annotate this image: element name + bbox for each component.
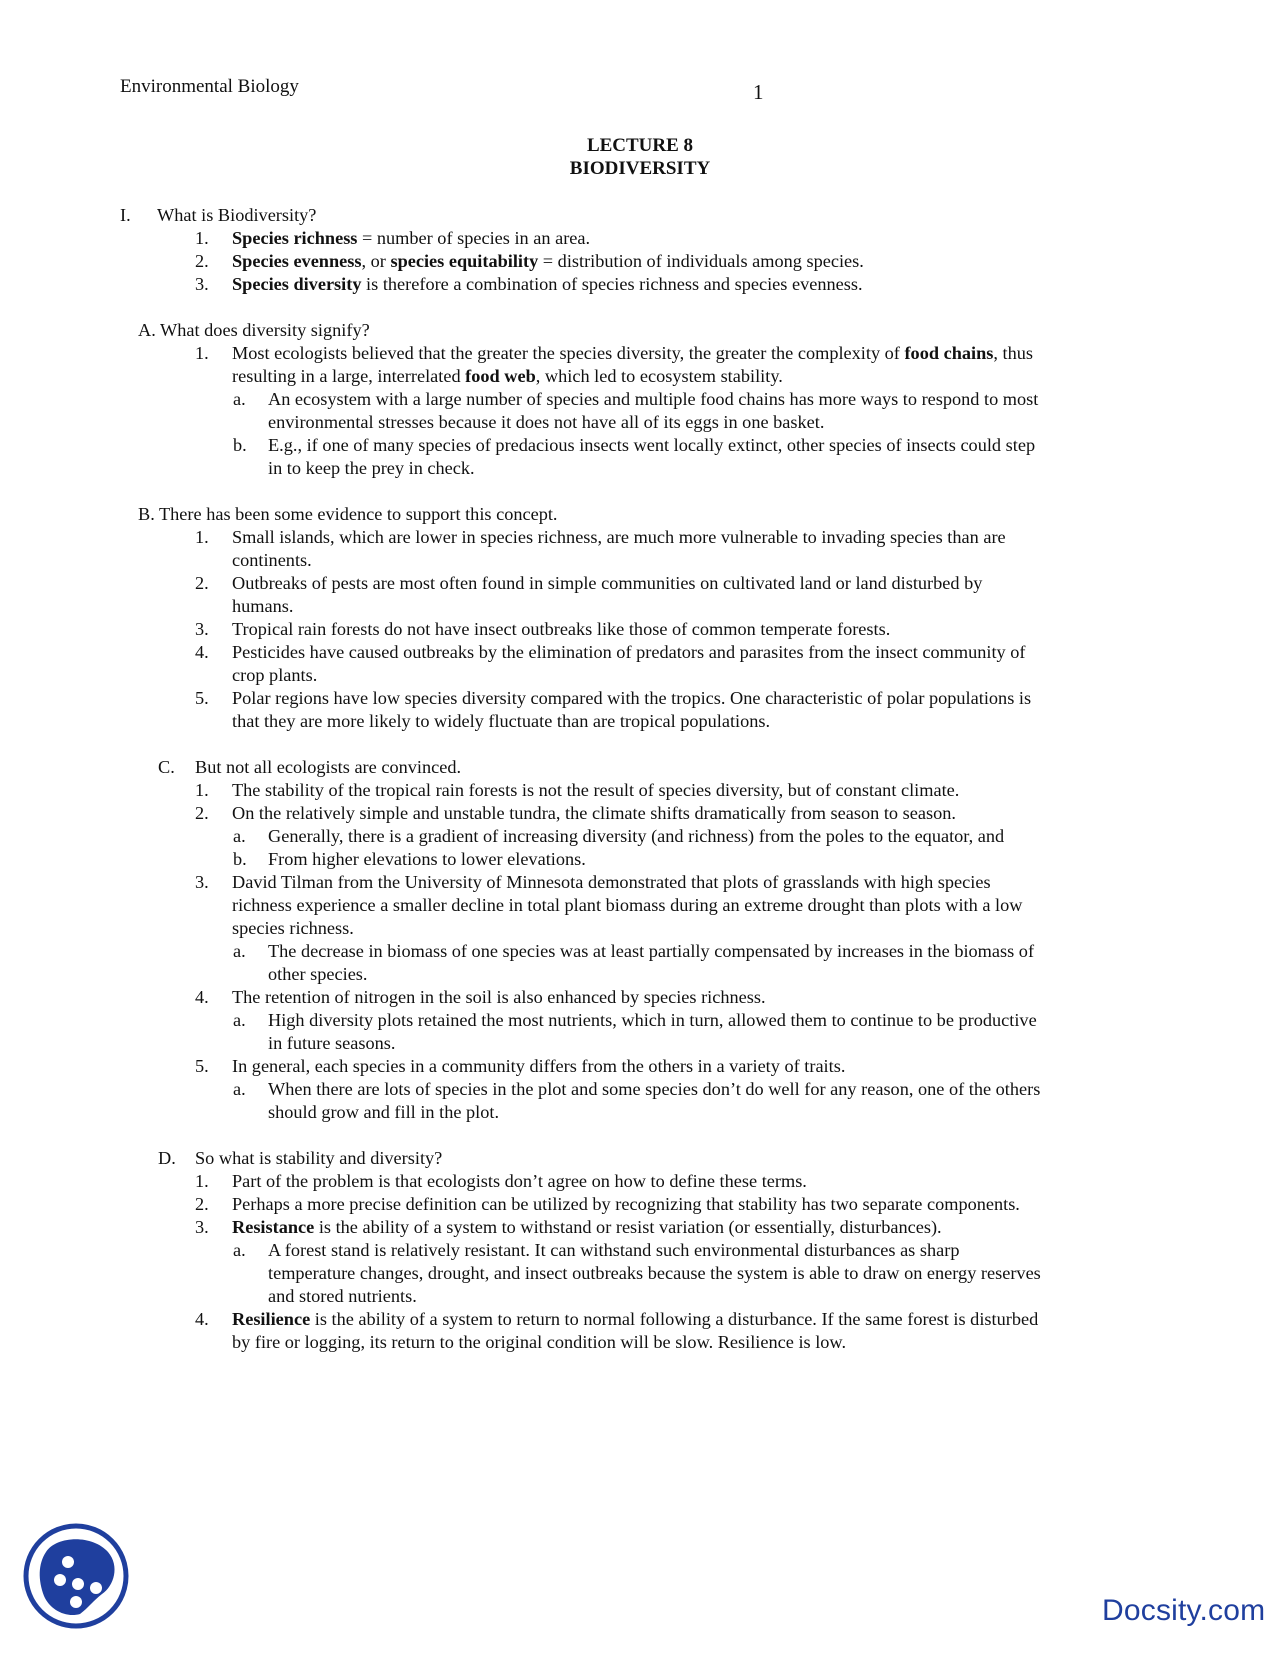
sub-list-item-continued: in future seasons.: [268, 1033, 396, 1053]
list-item: The stability of the tropical rain forests is not the result of species diversity, but of constant climate.: [232, 780, 960, 800]
list-marker: 1.: [195, 228, 209, 248]
list-item: Species evenness, or species equitability = distribution of individuals among species.: [232, 251, 864, 271]
running-header: Environmental Biology: [120, 76, 299, 97]
list-item: Outbreaks of pests are most often found in simple communities on cultivated land or land disturbed by: [232, 573, 983, 593]
sub-list-item: Generally, there is a gradient of increasing diversity (and richness) from the poles to the equator, and: [268, 826, 1005, 846]
sub-list-marker: a.: [233, 826, 246, 846]
list-item-continued: that they are more likely to widely fluctuate than are tropical populations.: [232, 711, 771, 731]
sub-list-marker: a.: [233, 1010, 246, 1030]
list-marker: 4.: [195, 987, 209, 1007]
list-item-continued: species richness.: [232, 918, 354, 938]
list-item: In general, each species in a community differs from the others in a variety of traits.: [232, 1056, 846, 1076]
list-item-continued: continents.: [232, 550, 312, 570]
list-marker: 1.: [195, 343, 209, 363]
list-item: Most ecologists believed that the greater the species diversity, the greater the complexity of food chains, thus: [232, 343, 1033, 363]
sub-list-item-continued: other species.: [268, 964, 368, 984]
list-marker: 4.: [195, 1309, 209, 1329]
list-marker: 3.: [195, 1217, 209, 1237]
sub-list-marker: a.: [233, 1079, 246, 1099]
section-marker: I.: [120, 205, 131, 225]
list-marker: 1.: [195, 780, 209, 800]
list-item: Species diversity is therefore a combination of species richness and species evenness.: [232, 274, 863, 294]
section-heading: So what is stability and diversity?: [195, 1148, 443, 1168]
list-item-continued: richness experience a smaller decline in total plant biomass during an extreme drought than plots with a low: [232, 895, 1023, 915]
list-marker: 3.: [195, 274, 209, 294]
lecture-title: BIODIVERSITY: [569, 158, 711, 179]
sub-list-item: A forest stand is relatively resistant. It can withstand such environmental disturbances as sharp: [268, 1240, 960, 1260]
list-marker: 2.: [195, 251, 209, 271]
list-item: The retention of nitrogen in the soil is also enhanced by species richness.: [232, 987, 766, 1007]
sub-list-item: The decrease in biomass of one species was at least partially compensated by increases in the biomass of: [268, 941, 1035, 961]
sub-list-marker: a.: [233, 941, 246, 961]
list-item: Species richness = number of species in an area.: [232, 228, 591, 248]
list-item: Part of the problem is that ecologists don’t agree on how to define these terms.: [232, 1171, 807, 1191]
list-marker: 2.: [195, 1194, 209, 1214]
list-item-continued: resulting in a large, interrelated food web, which led to ecosystem stability.: [232, 366, 783, 386]
list-item: David Tilman from the University of Minnesota demonstrated that plots of grasslands with high species: [232, 872, 991, 892]
section-heading: B. There has been some evidence to support this concept.: [138, 504, 558, 524]
sub-list-item-continued: environmental stresses because it does not have all of its eggs in one basket.: [268, 412, 825, 432]
sub-list-item-continued: and stored nutrients.: [268, 1286, 417, 1306]
list-marker: 5.: [195, 1056, 209, 1076]
sub-list-item: High diversity plots retained the most nutrients, which in turn, allowed them to continue to be productive: [268, 1010, 1037, 1030]
list-item: Small islands, which are lower in species richness, are much more vulnerable to invading species than are: [232, 527, 1006, 547]
sub-list-item: When there are lots of species in the plot and some species don’t do well for any reason, one of the others: [268, 1079, 1041, 1099]
list-marker: 2.: [195, 803, 209, 823]
sub-list-item: An ecosystem with a large number of species and multiple food chains has more ways to respond to most: [268, 389, 1039, 409]
docsity-brand-link[interactable]: Docsity.com: [1102, 1594, 1266, 1627]
list-item: On the relatively simple and unstable tundra, the climate shifts dramatically from season to season.: [232, 803, 956, 823]
list-item-continued: humans.: [232, 596, 294, 616]
list-marker: 3.: [195, 872, 209, 892]
list-marker: 1.: [195, 527, 209, 547]
section-marker: C.: [158, 757, 175, 777]
list-item: Tropical rain forests do not have insect outbreaks like those of common temperate forests.: [232, 619, 891, 639]
sub-list-item: From higher elevations to lower elevations.: [268, 849, 586, 869]
sub-list-marker: b.: [233, 849, 247, 869]
sub-list-marker: a.: [233, 389, 246, 409]
list-item: Perhaps a more precise definition can be utilized by recognizing that stability has two separate components.: [232, 1194, 1020, 1214]
list-item-continued: crop plants.: [232, 665, 318, 685]
page-number: 1: [753, 80, 764, 104]
list-item: Resilience is the ability of a system to return to normal following a disturbance. If the same forest is disturbed: [232, 1309, 1039, 1329]
list-item: Polar regions have low species diversity compared with the tropics. One characteristic of polar populations is: [232, 688, 1032, 708]
section-heading: But not all ecologists are convinced.: [195, 757, 462, 777]
sub-list-item-continued: in to keep the prey in check.: [268, 458, 475, 478]
sub-list-item-continued: should grow and fill in the plot.: [268, 1102, 500, 1122]
list-marker: 2.: [195, 573, 209, 593]
sub-list-marker: a.: [233, 1240, 246, 1260]
section-heading: A. What does diversity signify?: [138, 320, 370, 340]
sub-list-marker: b.: [233, 435, 247, 455]
sub-list-item-continued: temperature changes, drought, and insect outbreaks because the system is able to draw on energy reserves: [268, 1263, 1041, 1283]
sub-list-item: E.g., if one of many species of predacious insects went locally extinct, other species of insects could step: [268, 435, 1036, 455]
list-marker: 3.: [195, 619, 209, 639]
list-marker: 5.: [195, 688, 209, 708]
list-marker: 1.: [195, 1171, 209, 1191]
list-item-continued: by fire or logging, its return to the original condition will be slow. Resilience is low.: [232, 1332, 847, 1352]
section-marker: D.: [158, 1148, 176, 1168]
list-item: Pesticides have caused outbreaks by the elimination of predators and parasites from the insect community of: [232, 642, 1026, 662]
list-marker: 4.: [195, 642, 209, 662]
section-heading: What is Biodiversity?: [157, 205, 317, 225]
docsity-logo-icon[interactable]: [22, 1522, 130, 1630]
list-item: Resistance is the ability of a system to withstand or resist variation (or essentially, disturbances).: [232, 1217, 942, 1237]
lecture-number: LECTURE 8: [586, 135, 694, 156]
